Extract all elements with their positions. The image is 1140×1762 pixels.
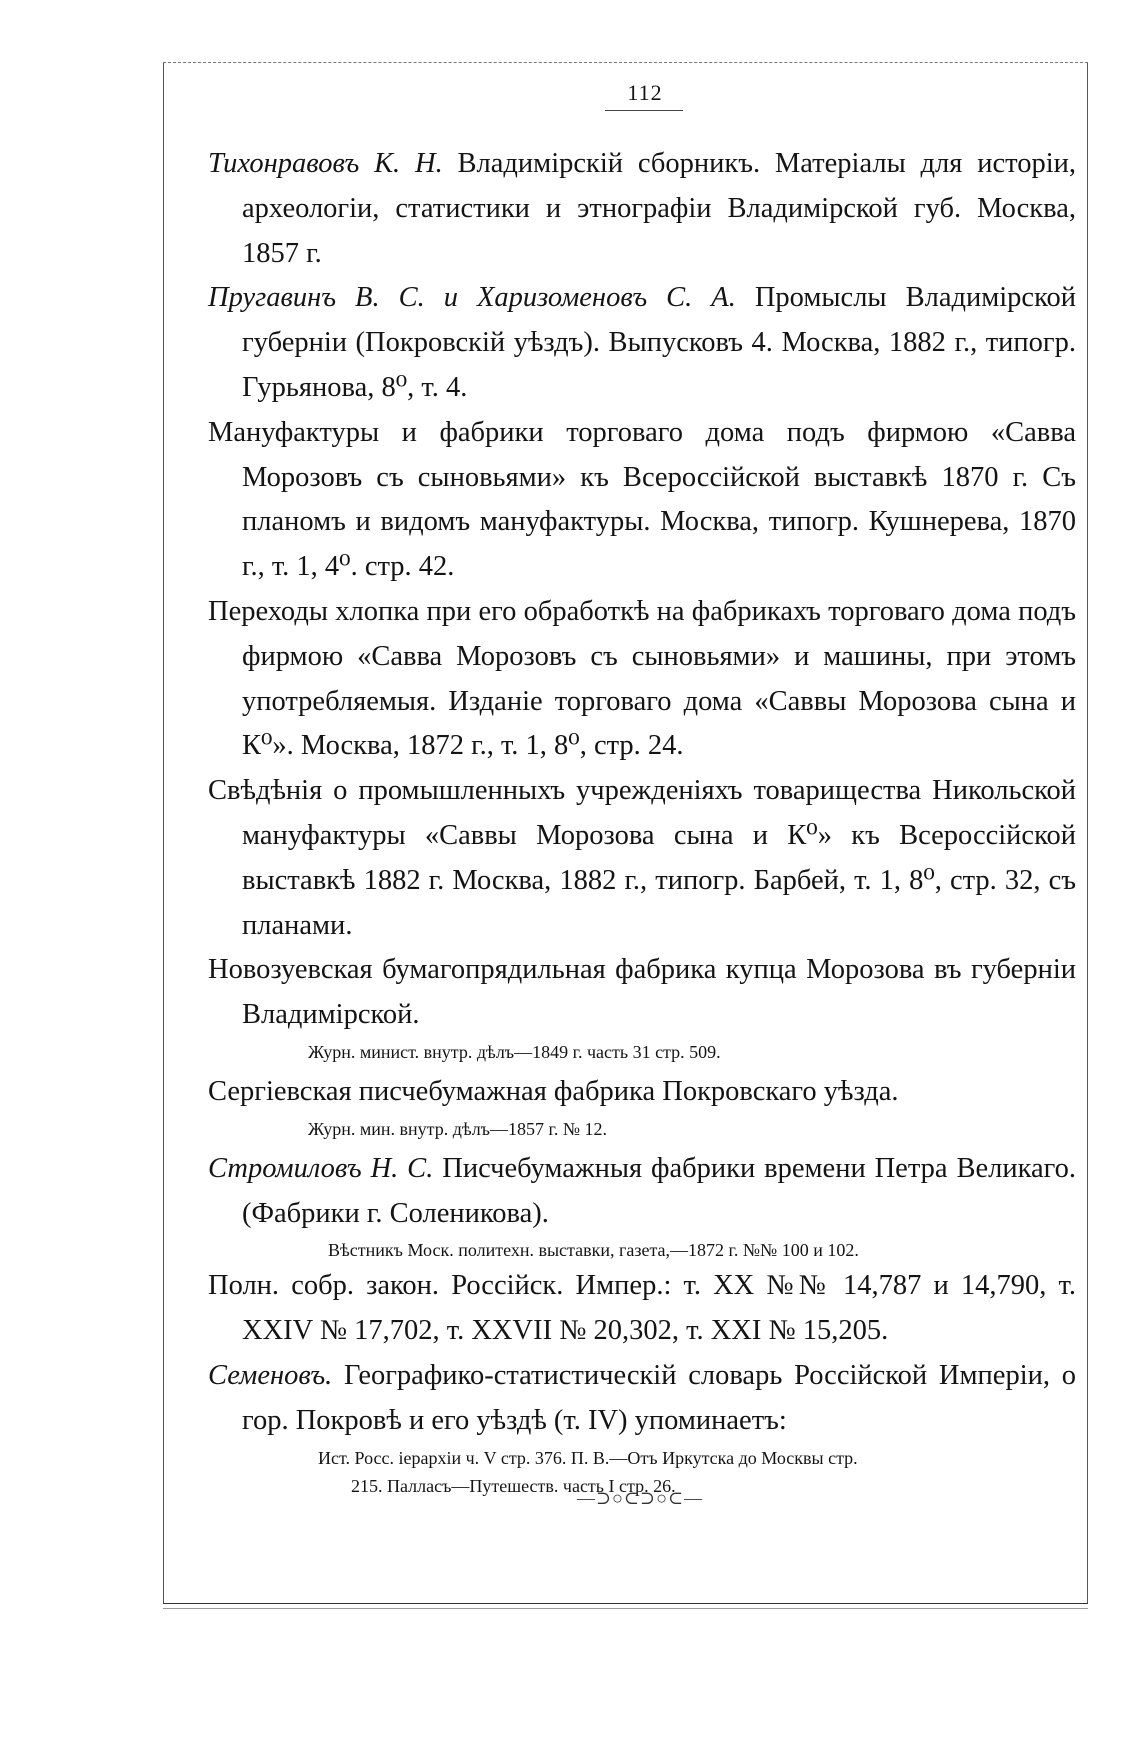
entry-text: Свѣдѣнія о промышленныхъ учрежденіяхъ товарищества Никольской мануфактуры «Саввы Морозова сына и К⁰» къ Всероссійской выставкѣ 1882 г. Москва, 1882 г., типогр. Барбей, т. 1, 8⁰, стр. 32, съ планами.	[208, 775, 1076, 941]
entry-3	[208, 411, 1076, 590]
entry-1	[208, 142, 1076, 276]
entry-text: Промыслы Владимірской губерніи (Покровскій уѣздъ). Выпусковъ 4. Москва, 1882 г., типогр. Гурьянова, 8⁰, т. 4.	[242, 282, 1076, 403]
top-rule	[163, 62, 1088, 63]
entry-author: Семеновъ.	[208, 1359, 333, 1391]
entry-5	[208, 769, 1076, 948]
entry-author: Тихонравовъ К. Н.	[208, 148, 443, 179]
footnote-4-line-2: 215. Палласъ—Путешеств. часть I стр. 26.	[351, 1475, 676, 1496]
entry-2	[208, 276, 1076, 410]
page-number-underline	[605, 110, 683, 111]
entry-author: Пругавинъ В. С. и Харизоменовъ С. А.	[208, 282, 736, 314]
entry-text: Мануфактуры и фабрики торговаго дома подъ фирмою «Савва Морозовъ съ сыновьями» къ Всероссійской выставкѣ 1870 г. Съ планомъ и видомъ мануфактуры. Москва, типогр. Кушнерева, 1870 г., т. 1, 4⁰. стр. 42.	[208, 416, 1076, 583]
bibliography-list	[208, 142, 1076, 1500]
entry-author: Стромиловъ Н. С.	[208, 1152, 434, 1184]
bottom-rule	[163, 1603, 1088, 1604]
entry-text: Переходы хлопка при его обработкѣ на фабрикахъ торговаго дома подъ фирмою «Савва Морозовъ съ сыновьями» и машины, при этомъ употребляемыя. Изданіе торговаго дома «Саввы Морозова сына и К⁰». Москва, 1872 г., т. 1, 8⁰, стр. 24.	[208, 595, 1076, 762]
entry-10	[208, 1354, 1076, 1444]
footnote-2: Журн. мин. внутр. дѣлъ—1857 г. № 12.	[308, 1118, 608, 1139]
bottom-rule-secondary	[163, 1608, 1088, 1609]
footnote-3: Вѣстникъ Моск. политехн. выставки, газета,—1872 г. №№ 100 и 102.	[328, 1240, 859, 1261]
entry-text: Географико-статистическій словарь Россійской Имперіи, о гор. Покровѣ и его уѣздѣ (т. IV) упоминаетъ:	[242, 1359, 1076, 1436]
entry-text: Владимірскій сборникъ. Матеріалы для исторіи, археологіи, статистики и этнографіи Владимірской губ. Москва, 1857 г.	[242, 148, 1076, 269]
page-number: 112	[627, 80, 663, 105]
entry-9: Полн. собр. закон. Россійск. Импер.: т. XX №№ 14,787 и 14,790, т. XXIV № 17,702, т. XXVII № 20,302, т. XXI № 15,205.	[208, 1270, 1076, 1347]
entry-8	[208, 1147, 1076, 1237]
entry-4	[208, 590, 1076, 769]
entry-7: Сергіевская писчебумажная фабрика Покровскаго уѣзда.	[208, 1075, 899, 1107]
closing-ornament: —⊃○⊂⊃○⊂—	[576, 1488, 704, 1508]
entry-text: Новозуевская бумагопрядильная фабрика купца Морозова въ губерніи Владимірской.	[208, 954, 1076, 1031]
footnote-4-line-1: Ист. Росс. іерархіи ч. V стр. 376. П. В.—Отъ Иркутска до Москвы стр.	[318, 1447, 858, 1468]
footnote-1: Журн. минист. внутр. дѣлъ—1849 г. часть 31 стр. 509.	[308, 1041, 721, 1062]
entry-6	[208, 948, 1076, 1038]
entry-text: Писчебумажныя фабрики времени Петра Великаго. (Фабрики г. Соленикова).	[242, 1152, 1076, 1229]
